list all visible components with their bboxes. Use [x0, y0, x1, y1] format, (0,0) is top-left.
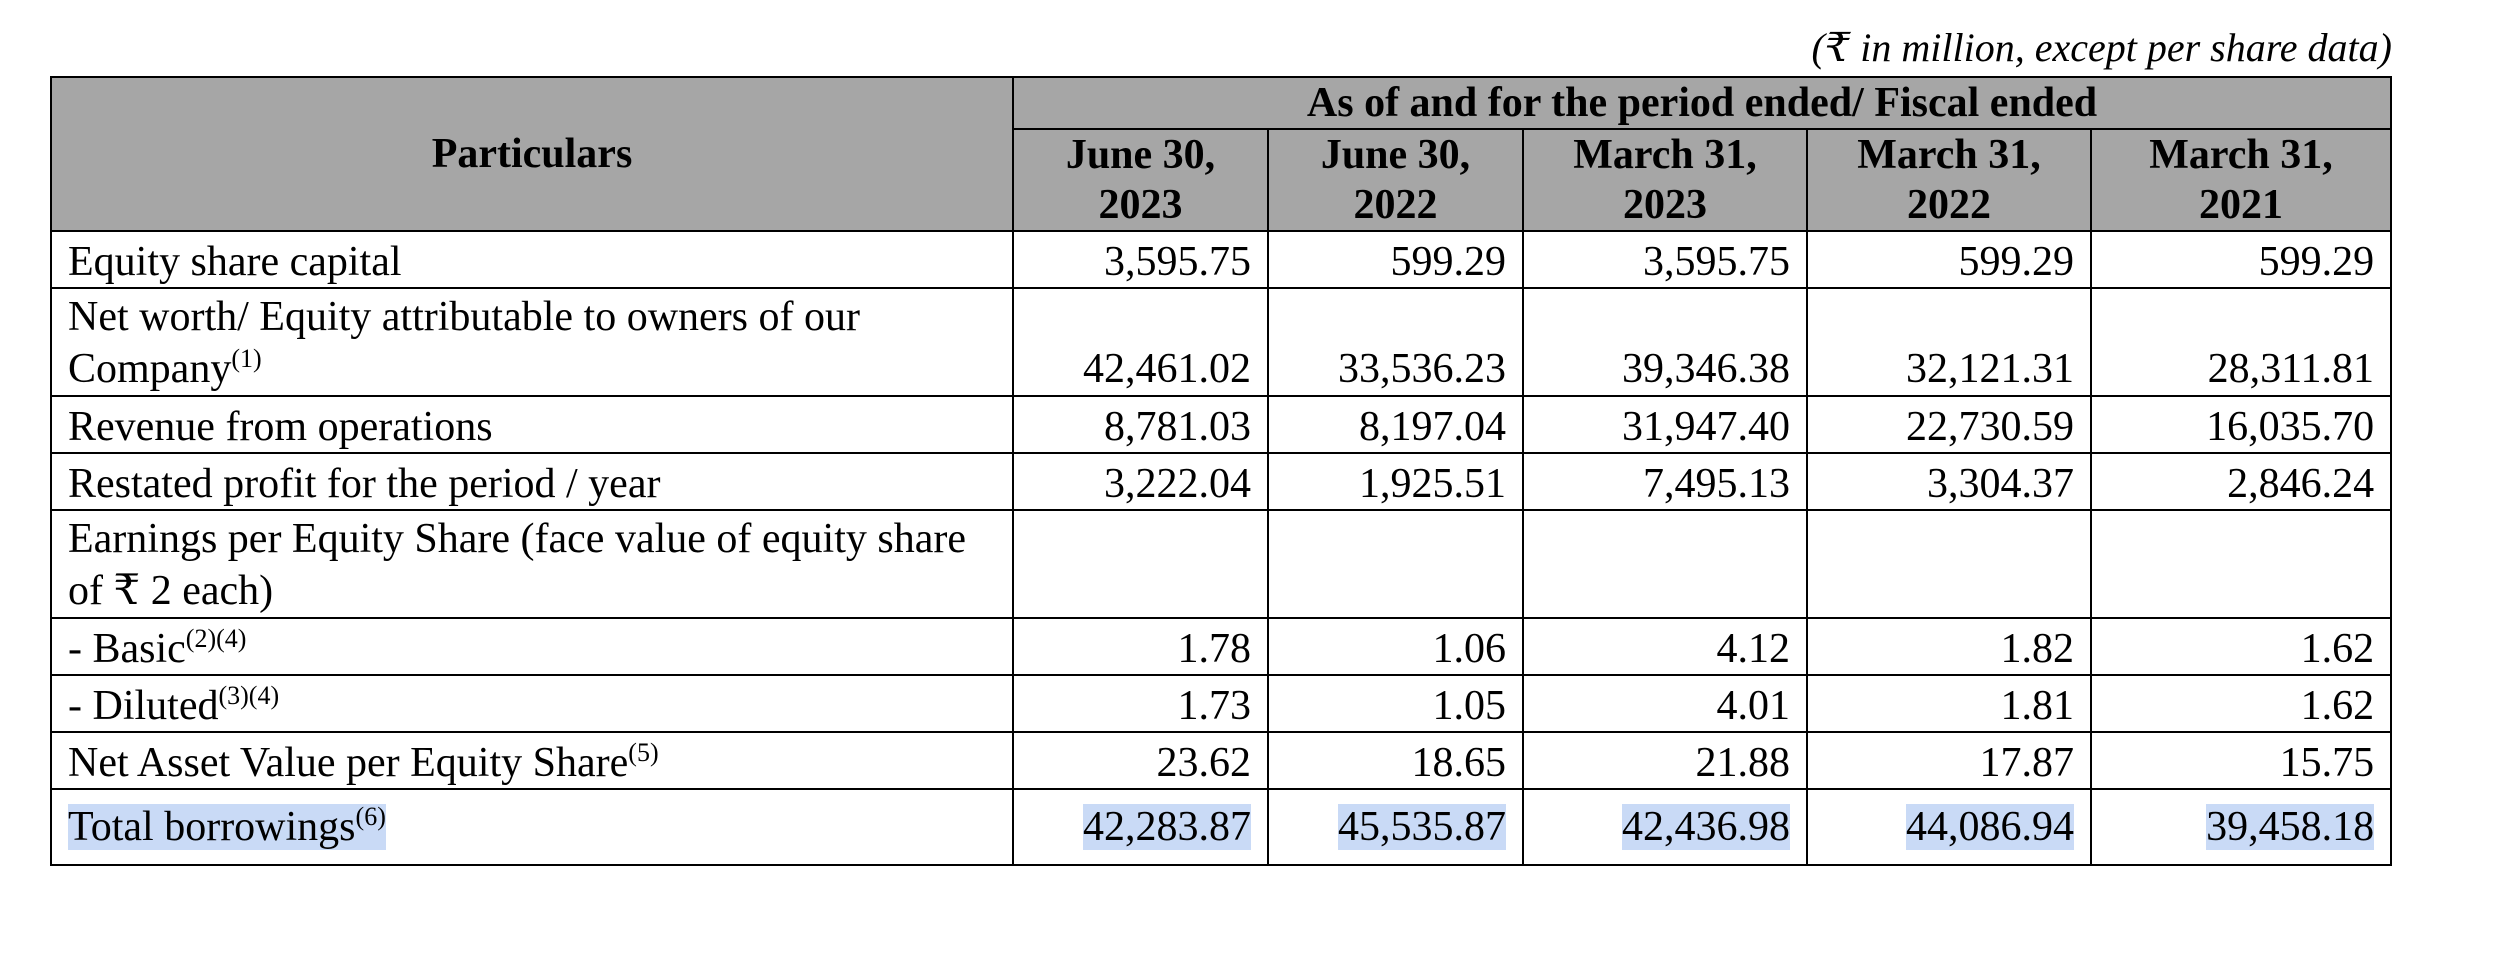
table-cell[interactable]: 1,925.51 — [1268, 453, 1523, 510]
column-header: March 31, 2021 — [2091, 129, 2391, 231]
row-label[interactable] — [51, 789, 1013, 865]
table-cell[interactable]: 1.78 — [1013, 618, 1268, 675]
row-label[interactable]: Net Asset Value per Equity Share$^{(5)}$ — [51, 732, 1013, 789]
table-cell[interactable]: 4.01 — [1523, 675, 1807, 732]
table-cell[interactable]: 8,197.04 — [1268, 396, 1523, 453]
table-cell[interactable] — [1268, 789, 1523, 865]
table-cell[interactable]: 42,461.02 — [1013, 288, 1268, 396]
column-header: June 30, 2023 — [1013, 129, 1268, 231]
table-cell[interactable]: 1.62 — [2091, 618, 2391, 675]
table-cell[interactable]: 1.05 — [1268, 675, 1523, 732]
unit-note: (₹ in million, except per share data) — [1811, 25, 2392, 70]
table-cell[interactable]: 22,730.59 — [1807, 396, 2091, 453]
table-cell[interactable]: 39,346.38 — [1523, 288, 1807, 396]
table-cell[interactable]: 599.29 — [1268, 231, 1523, 288]
table-cell[interactable]: 28,311.81 — [2091, 288, 2391, 396]
footnote-ref: (2)(4) — [185, 624, 247, 653]
table-cell[interactable]: 33,536.23 — [1268, 288, 1523, 396]
table-row — [51, 396, 2391, 453]
table-cell[interactable]: 599.29 — [1807, 231, 2091, 288]
table-cell[interactable]: 31,947.40 — [1523, 396, 1807, 453]
selected-text: 42,283.87 — [1083, 804, 1251, 850]
footnote-ref: (3)(4) — [218, 681, 280, 710]
table-cell[interactable]: 3,304.37 — [1807, 453, 2091, 510]
particulars-header: Particulars — [51, 77, 1013, 231]
table-row — [51, 675, 2391, 732]
row-label[interactable]: - Diluted$^{(3)(4)}$ — [51, 675, 1013, 732]
table-cell[interactable]: 1.82 — [1807, 618, 2091, 675]
footnote-ref: (1) — [231, 344, 262, 373]
table-cell[interactable]: 8,781.03 — [1013, 396, 1268, 453]
table-cell[interactable]: 599.29 — [2091, 231, 2391, 288]
table-cell[interactable]: 3,595.75 — [1013, 231, 1268, 288]
table-cell[interactable]: 1.06 — [1268, 618, 1523, 675]
financial-summary-table — [50, 76, 2392, 866]
row-label[interactable]: Equity share capital — [51, 231, 1013, 288]
table-cell[interactable]: 1.62 — [2091, 675, 2391, 732]
table-row — [51, 618, 2391, 675]
table-row — [51, 288, 2391, 396]
row-label[interactable]: Net worth/ Equity attributable to owners of our Company$^{(1)}$ — [51, 288, 1013, 396]
column-header: March 31, 2022 — [1807, 129, 2091, 231]
table-cell[interactable] — [1523, 789, 1807, 865]
table-row — [51, 453, 2391, 510]
row-label[interactable]: - Basic$^{(2)(4)}$ — [51, 618, 1013, 675]
footnote-ref: (6) — [355, 802, 386, 831]
selected-text: 42,436.98 — [1622, 804, 1790, 850]
table-cell[interactable] — [1013, 510, 1268, 618]
selected-text: 39,458.18 — [2206, 804, 2375, 850]
table-cell[interactable]: 3,222.04 — [1013, 453, 1268, 510]
table-cell[interactable] — [2091, 510, 2391, 618]
selected-text: Total borrowings$^{(6)}$ — [68, 802, 386, 850]
table-cell[interactable]: 1.81 — [1807, 675, 2091, 732]
table-cell[interactable]: 17.87 — [1807, 732, 2091, 789]
table-cell[interactable]: 3,595.75 — [1523, 231, 1807, 288]
table-cell[interactable] — [1523, 510, 1807, 618]
selected-text: 44,086.94 — [1906, 804, 2074, 850]
footnote-ref: (5) — [628, 738, 659, 767]
table-cell[interactable]: 2,846.24 — [2091, 453, 2391, 510]
table-cell[interactable]: 1.73 — [1013, 675, 1268, 732]
table-cell[interactable] — [1807, 789, 2091, 865]
table-cell[interactable] — [1013, 789, 1268, 865]
table-cell[interactable]: 18.65 — [1268, 732, 1523, 789]
table-cell[interactable] — [2091, 789, 2391, 865]
table-cell[interactable]: 32,121.31 — [1807, 288, 2091, 396]
table-row — [51, 789, 2391, 865]
table-cell[interactable] — [1268, 510, 1523, 618]
selected-text: 45,535.87 — [1338, 804, 1506, 850]
column-header: March 31, 2023 — [1523, 129, 1807, 231]
table-cell[interactable]: 21.88 — [1523, 732, 1807, 789]
table-row — [51, 510, 2391, 618]
table-row — [51, 231, 2391, 288]
table-cell[interactable]: 16,035.70 — [2091, 396, 2391, 453]
row-label[interactable]: Restated profit for the period / year — [51, 453, 1013, 510]
table-cell[interactable]: 23.62 — [1013, 732, 1268, 789]
row-label[interactable]: Revenue from operations — [51, 396, 1013, 453]
table-cell[interactable]: 7,495.13 — [1523, 453, 1807, 510]
table-cell[interactable]: 15.75 — [2091, 732, 2391, 789]
table-cell[interactable] — [1807, 510, 2091, 618]
row-label[interactable]: Earnings per Equity Share (face value of equity share of ₹ 2 each) — [51, 510, 1013, 618]
table-cell[interactable]: 4.12 — [1523, 618, 1807, 675]
period-group-header: As of and for the period ended/ Fiscal ended — [1013, 77, 2391, 129]
column-header: June 30, 2022 — [1268, 129, 1523, 231]
table-row — [51, 732, 2391, 789]
